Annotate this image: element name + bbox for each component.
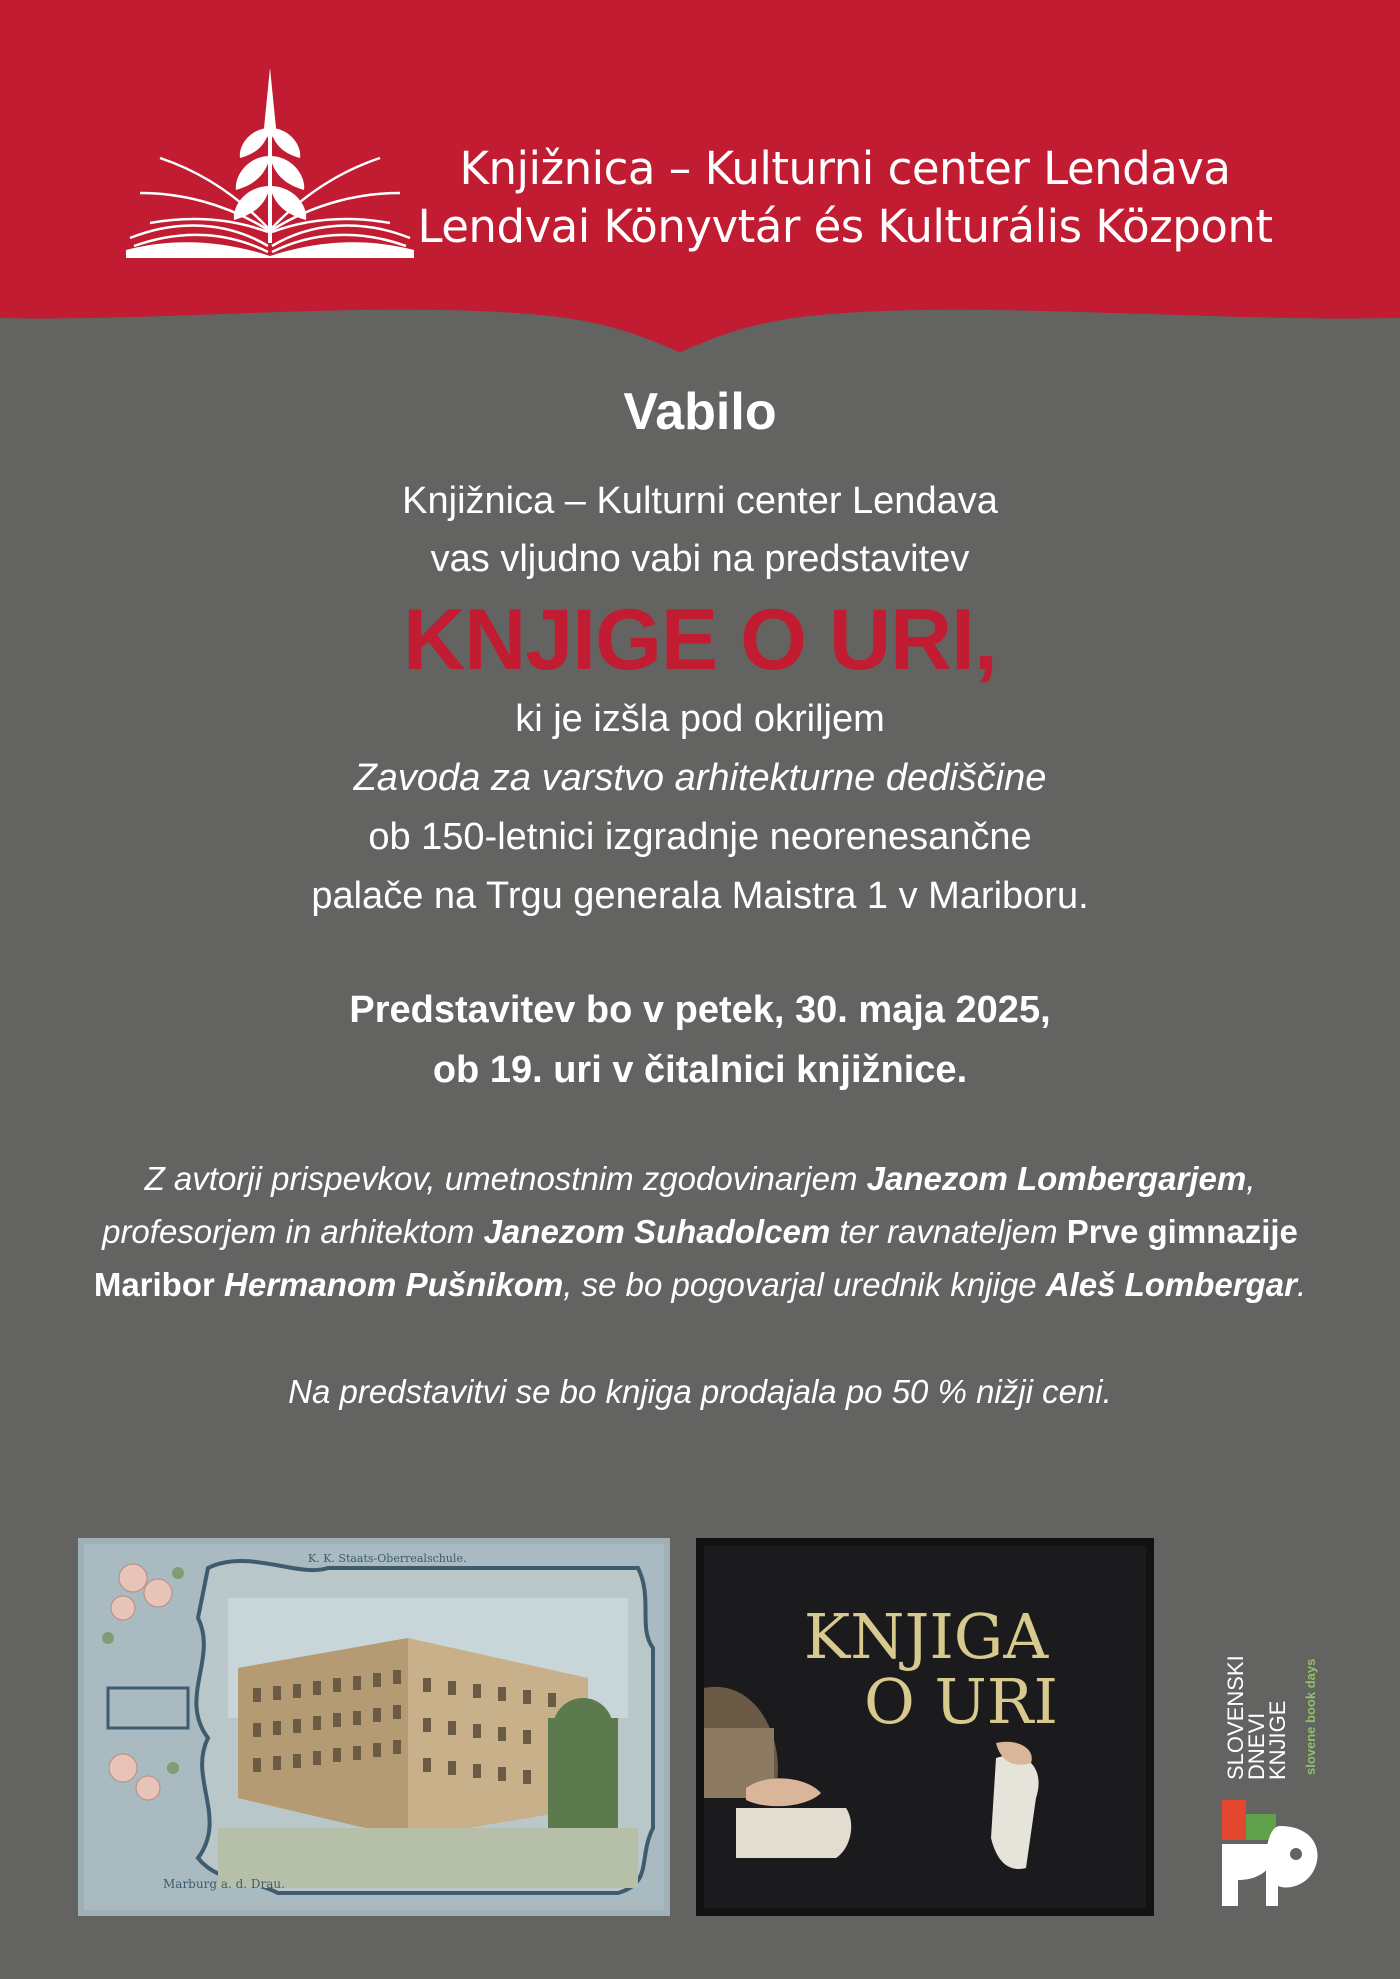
sdk-line: KNJIGE [1265, 1700, 1290, 1780]
slovene-book-days-subtitle: slovene book days [1303, 1658, 1318, 1775]
book-description [0, 690, 1400, 926]
description-line: ob 150-letnici izgradnje neorenesančne [368, 816, 1032, 858]
participant-name: Janezom Lombergarjem [866, 1160, 1247, 1197]
library-logo-icon [120, 58, 420, 258]
participants-text: , [1246, 1160, 1256, 1197]
event-details [0, 980, 1400, 1100]
event-time-place: ob 19. uri v čitalnici knjižnice. [432, 1049, 968, 1091]
editor-name: Aleš Lombergar [1045, 1266, 1297, 1303]
participant-name: Hermanom Pušnikom [224, 1266, 564, 1303]
cover-title-line2: O URI [864, 1665, 1058, 1738]
publisher-name: Zavoda za varstvo arhitekturne dediščine [353, 757, 1047, 799]
historic-postcard-image [78, 1538, 670, 1916]
org-name-hungarian: Lendvai Könyvtár és Kulturális Központ [417, 200, 1273, 253]
intro-line: vas vljudno vabi na predstavitev [430, 538, 970, 580]
participants-text: ter ravnateljem [830, 1213, 1067, 1250]
event-date: Predstavitev bo v petek, 30. maja 2025, [349, 989, 1051, 1031]
page-title: Vabilo [623, 383, 777, 441]
participants-text: . [1296, 1266, 1307, 1303]
org-name-slovenian: Knjižnica – Kulturni center Lendava [459, 142, 1231, 195]
sdk-line: DNEVI [1244, 1712, 1269, 1780]
slovene-book-days-logo-icon [1218, 1800, 1328, 1906]
discount-note: Na predstavitvi se bo knjiga prodajala po 50 % nižji ceni. [288, 1373, 1112, 1410]
participants-paragraph [0, 1152, 1400, 1311]
postcard-caption: Marburg a. d. Drau. [163, 1877, 285, 1891]
book-cover-image [696, 1538, 1154, 1916]
participant-name: Janezom Suhadolcem [483, 1213, 831, 1250]
description-line: palače na Trgu generala Maistra 1 v Mariboru. [311, 875, 1089, 917]
postcard-top-label: K. K. Staats-Oberrealschule. [308, 1552, 467, 1565]
book-title: KNJIGE O URI, [403, 592, 997, 688]
cover-title-line1: KNJIGA [803, 1600, 1049, 1673]
organization-name [410, 140, 1280, 256]
participants-text: , se bo pogovarjal urednik knjige [563, 1266, 1046, 1303]
intro-line: Knjižnica – Kulturni center Lendava [402, 480, 998, 522]
invitation-intro [0, 472, 1400, 588]
participants-text: Z avtorji prispevkov, umetnostnim zgodovinarjem [144, 1160, 867, 1197]
description-line: ki je izšla pod okriljem [515, 698, 885, 740]
invitation-content [0, 370, 1400, 1411]
slovene-book-days-text [1225, 1655, 1288, 1780]
header-banner [0, 0, 1400, 360]
participants-text: profesorjem in arhitektom [102, 1213, 484, 1250]
sdk-line: SLOVENSKI [1223, 1655, 1248, 1780]
school-name: Prve gimnazije [1066, 1213, 1298, 1250]
school-name: Maribor [93, 1266, 215, 1303]
